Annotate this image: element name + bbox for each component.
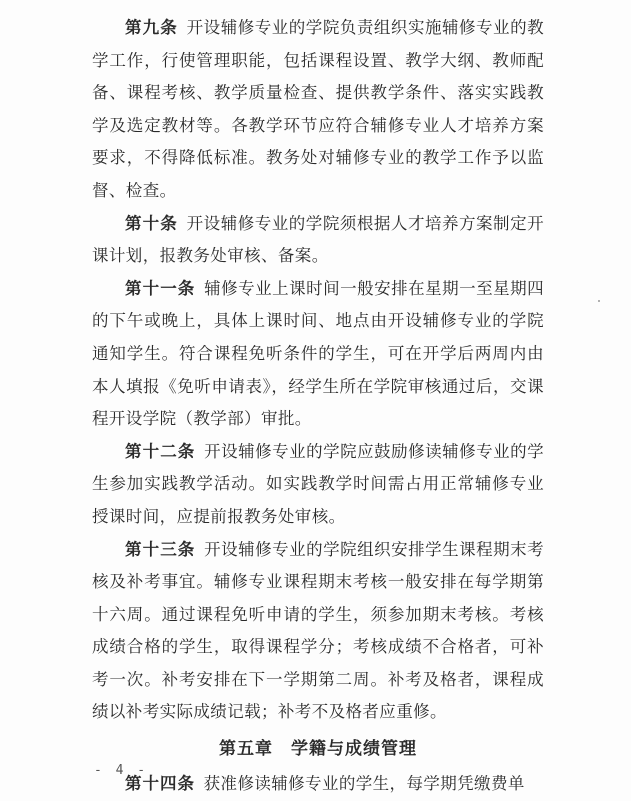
article-text: 获准修读辅修专业的学生，每学期凭缴费单 [203, 774, 525, 794]
article-number: 第十条 [125, 213, 178, 233]
article-number: 第十二条 [125, 441, 196, 461]
article-9 [92, 12, 544, 208]
article-number: 第十一条 [125, 278, 196, 298]
article-number: 第十三条 [125, 539, 196, 559]
document-body [92, 12, 544, 801]
page-number: - 4 - [94, 763, 149, 778]
article-number: 第九条 [125, 18, 178, 37]
article-12 [92, 436, 544, 534]
article-text: 开设辅修专业的学院须根据人才培养方案制定开课计划，报教务处审核、备案。 [92, 213, 545, 266]
article-text: 开设辅修专业的学院组织安排学生课程期末考核及补考事宜。辅修专业课程期末考核一般安排在每学期第十六周。通过课程免听申请的学生，须参加期末考核。考核成绩合格的学生，取得课程学分；考核成绩不合格者，可补考一次。补考安排在下一学期第二周。补考及格者，课程成绩以补考实际成绩记载；补考不及格者应重修。 [92, 539, 544, 722]
article-text: 开设辅修专业的学院负责组织实施辅修专业的教学工作，行使管理职能，包括课程设置、教学大纲、教师配备、课程考核、教学质量检查、提供教学条件、落实实践教学及选定教材等。各教学环节应符合辅修专业人才培养方案要求，不得降低标准。教务处对辅修专业的教学工作予以监督、检查。 [92, 18, 545, 200]
scan-speck [598, 300, 600, 302]
article-11 [92, 273, 544, 436]
article-text: 辅修专业上课时间一般安排在星期一至星期四的下午或晚上，具体上课时间、地点由开设辅修专业的学院通知学生。符合课程免听条件的学生，可在开学后两周内由本人填报《免听申请表》，经学生所在学院审核通过后，交课程开设学院（教学部）审批。 [92, 278, 544, 429]
article-number: 第十四条 [125, 774, 195, 794]
chapter-heading: 第五章 学籍与成绩管理 [219, 739, 417, 760]
article-14 [92, 768, 544, 801]
article-10 [92, 208, 544, 273]
article-13 [92, 534, 544, 730]
article-text: 开设辅修专业的学院应鼓励修读辅修专业的学生参加实践教学活动。如实践教学时间需占用正常辅修专业授课时间，应提前报教务处审核。 [92, 441, 544, 526]
